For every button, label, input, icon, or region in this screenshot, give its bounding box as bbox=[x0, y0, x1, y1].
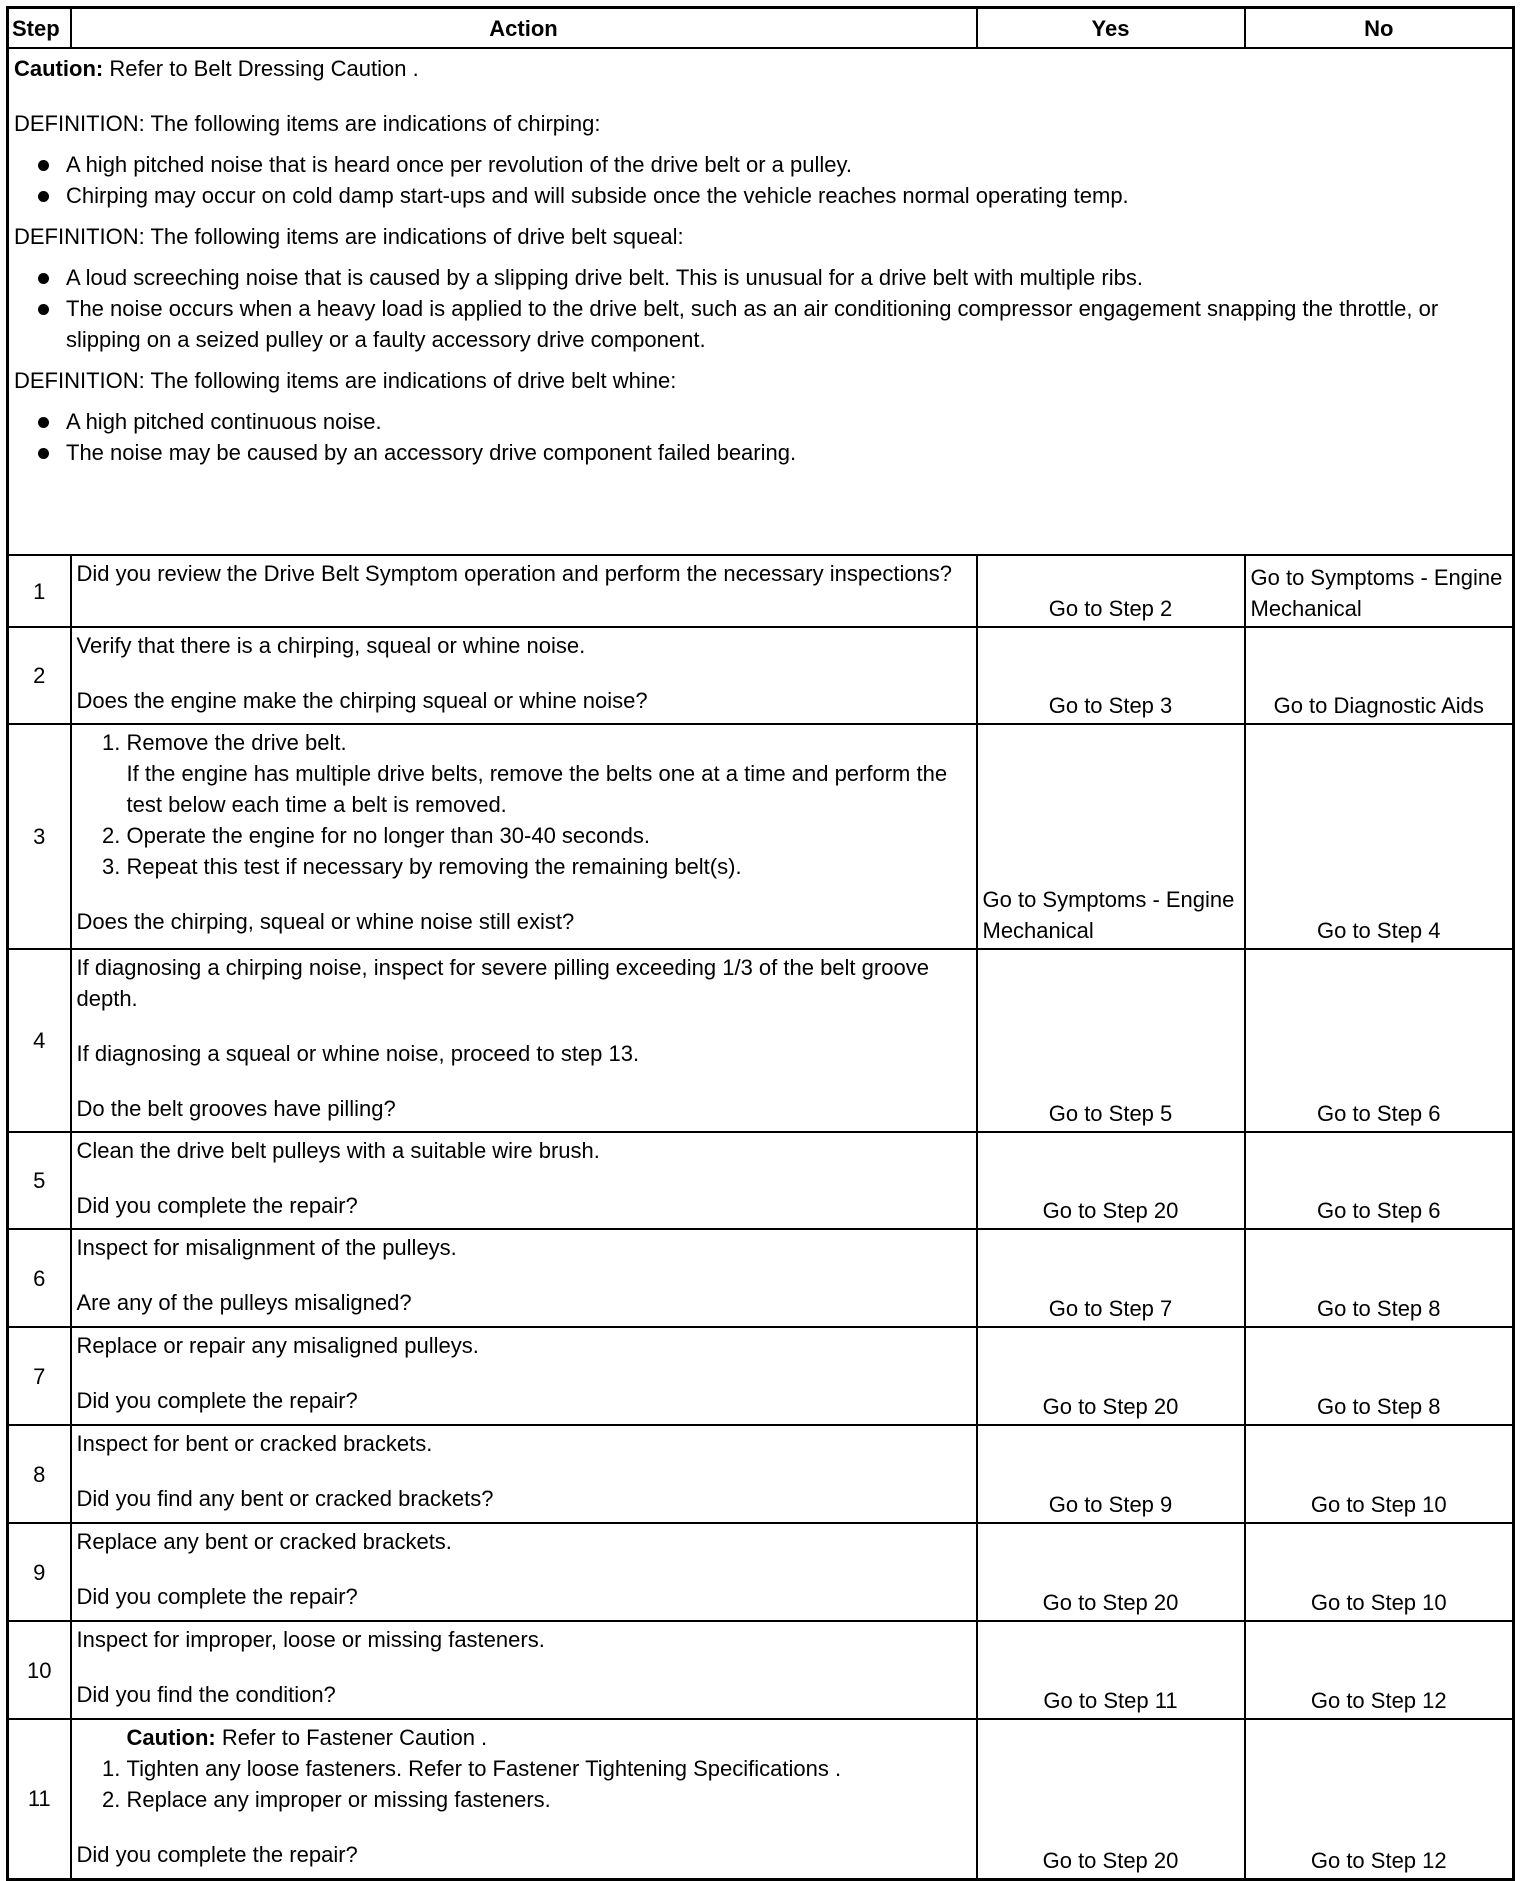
table-row bbox=[8, 1719, 1514, 1879]
header-no: No bbox=[1245, 8, 1514, 49]
header-action: Action bbox=[71, 8, 977, 49]
step-number: 2 bbox=[8, 627, 71, 724]
action-text: If diagnosing a squeal or whine noise, proceed to step 13. bbox=[76, 1041, 640, 1066]
action-cell bbox=[71, 949, 977, 1132]
step-number: 9 bbox=[8, 1523, 71, 1621]
action-cell bbox=[71, 1229, 977, 1327]
action-cell bbox=[71, 1621, 977, 1719]
no-result: Go to Step 8 bbox=[1245, 1229, 1514, 1327]
yes-result: Go to Step 9 bbox=[977, 1425, 1245, 1523]
no-result: Go to Step 10 bbox=[1245, 1523, 1514, 1621]
action-cell bbox=[71, 1523, 977, 1621]
action-text: Remove the drive belt. bbox=[126, 730, 347, 755]
list-item: A high pitched noise that is heard once per revolution of the drive belt or a pulley. bbox=[66, 149, 1507, 180]
action-cell bbox=[71, 1719, 977, 1879]
table-row bbox=[8, 1132, 1514, 1229]
action-question: Did you complete the repair? bbox=[76, 1842, 358, 1867]
action-question: Did you complete the repair? bbox=[76, 1584, 358, 1609]
no-result: Go to Step 8 bbox=[1245, 1327, 1514, 1425]
action-text: Inspect for bent or cracked brackets. bbox=[76, 1431, 433, 1456]
list-item: Chirping may occur on cold damp start-ups and will subside once the vehicle reaches normal operating temp. bbox=[66, 180, 1507, 211]
step-number: 8 bbox=[8, 1425, 71, 1523]
no-result: Go to Diagnostic Aids bbox=[1245, 627, 1514, 724]
action-cell bbox=[71, 1132, 977, 1229]
step-number: 10 bbox=[8, 1621, 71, 1719]
action-question: Did you find any bent or cracked brackets? bbox=[76, 1486, 494, 1511]
list-item: The noise may be caused by an accessory drive component failed bearing. bbox=[66, 437, 1507, 468]
action-text: Inspect for improper, loose or missing fasteners. bbox=[76, 1627, 545, 1652]
action-text: If diagnosing a chirping noise, inspect for severe pilling exceeding 1/3 of the belt groove depth. bbox=[76, 955, 929, 1011]
definition-squeal: DEFINITION: The following items are indications of drive belt squeal: bbox=[14, 224, 684, 249]
yes-result: Go to Symptoms - Engine Mechanical bbox=[977, 724, 1245, 949]
action-text: Did you review the Drive Belt Symptom operation and perform the necessary inspections? bbox=[76, 561, 953, 586]
yes-result: Go to Step 2 bbox=[977, 555, 1245, 627]
yes-result: Go to Step 11 bbox=[977, 1621, 1245, 1719]
yes-result: Go to Step 20 bbox=[977, 1719, 1245, 1879]
table-row bbox=[8, 724, 1514, 949]
no-result: Go to Step 6 bbox=[1245, 1132, 1514, 1229]
action-cell bbox=[71, 724, 977, 949]
step-number: 1 bbox=[8, 555, 71, 627]
yes-result: Go to Step 20 bbox=[977, 1523, 1245, 1621]
yes-result: Go to Step 20 bbox=[977, 1132, 1245, 1229]
no-result: Go to Step 12 bbox=[1245, 1621, 1514, 1719]
action-cell bbox=[71, 1327, 977, 1425]
list-item: 2. Replace any improper or missing fasteners. bbox=[127, 1784, 971, 1815]
action-subtext: If the engine has multiple drive belts, remove the belts one at a time and perform the test below each time a belt is removed. bbox=[126, 761, 948, 817]
caution-text: Refer to Fastener Caution . bbox=[215, 1725, 488, 1750]
list-item: A loud screeching noise that is caused by a slipping drive belt. This is unusual for a drive belt with multiple ribs. bbox=[66, 262, 1507, 293]
table-row bbox=[8, 1621, 1514, 1719]
step-number: 11 bbox=[8, 1719, 71, 1879]
header-step: Step bbox=[8, 8, 71, 49]
header-row bbox=[8, 8, 1514, 49]
definition-whine: DEFINITION: The following items are indications of drive belt whine: bbox=[14, 368, 677, 393]
yes-result: Go to Step 5 bbox=[977, 949, 1245, 1132]
table-row bbox=[8, 555, 1514, 627]
list-item bbox=[127, 727, 971, 820]
definition-chirping: DEFINITION: The following items are indications of chirping: bbox=[14, 111, 601, 136]
table-row bbox=[8, 949, 1514, 1132]
table-row bbox=[8, 1425, 1514, 1523]
no-result: Go to Step 4 bbox=[1245, 724, 1514, 949]
table-row bbox=[8, 1523, 1514, 1621]
yes-result: Go to Step 20 bbox=[977, 1327, 1245, 1425]
header-yes: Yes bbox=[977, 8, 1245, 49]
action-cell bbox=[71, 1425, 977, 1523]
action-text: Replace any bent or cracked brackets. bbox=[76, 1529, 452, 1554]
intro-row bbox=[8, 48, 1514, 555]
action-question: Are any of the pulleys misaligned? bbox=[76, 1290, 412, 1315]
action-question: Did you complete the repair? bbox=[76, 1193, 358, 1218]
step-number: 7 bbox=[8, 1327, 71, 1425]
action-question: Does the chirping, squeal or whine noise still exist? bbox=[76, 909, 575, 934]
caution-label: Caution: bbox=[126, 1725, 216, 1750]
step-number: 4 bbox=[8, 949, 71, 1132]
no-result: Go to Step 10 bbox=[1245, 1425, 1514, 1523]
action-cell bbox=[71, 555, 977, 627]
yes-result: Go to Step 3 bbox=[977, 627, 1245, 724]
yes-result: Go to Step 7 bbox=[977, 1229, 1245, 1327]
list-item: 1. Tighten any loose fasteners. Refer to Fastener Tightening Specifications . bbox=[127, 1753, 971, 1784]
action-question: Do the belt grooves have pilling? bbox=[76, 1096, 396, 1121]
action-question: Did you find the condition? bbox=[76, 1682, 336, 1707]
step-number: 3 bbox=[8, 724, 71, 949]
action-text: Inspect for misalignment of the pulleys. bbox=[76, 1235, 457, 1260]
action-text: Replace or repair any misaligned pulleys. bbox=[76, 1333, 479, 1358]
table-row bbox=[8, 1229, 1514, 1327]
table-row bbox=[8, 627, 1514, 724]
no-result: Go to Symptoms - Engine Mechanical bbox=[1245, 555, 1514, 627]
diagnostic-table bbox=[6, 6, 1515, 1881]
list-item: 2. Operate the engine for no longer than 30-40 seconds. bbox=[127, 820, 971, 851]
caution-text: Refer to Belt Dressing Caution . bbox=[103, 56, 419, 81]
action-text: Verify that there is a chirping, squeal or whine noise. bbox=[76, 633, 586, 658]
action-question: Does the engine make the chirping squeal or whine noise? bbox=[76, 688, 648, 713]
list-item: A high pitched continuous noise. bbox=[66, 406, 1507, 437]
intro-cell bbox=[8, 48, 1514, 555]
action-text: Clean the drive belt pulleys with a suitable wire brush. bbox=[76, 1138, 600, 1163]
no-result: Go to Step 12 bbox=[1245, 1719, 1514, 1879]
list-item: The noise occurs when a heavy load is applied to the drive belt, such as an air conditioning compressor engagement snapping the throttle, or slipping on a seized pulley or a faulty accessory drive component. bbox=[66, 293, 1507, 355]
step-number: 6 bbox=[8, 1229, 71, 1327]
no-result: Go to Step 6 bbox=[1245, 949, 1514, 1132]
table-row bbox=[8, 1327, 1514, 1425]
action-question: Did you complete the repair? bbox=[76, 1388, 358, 1413]
action-cell bbox=[71, 627, 977, 724]
step-number: 5 bbox=[8, 1132, 71, 1229]
list-item: 3. Repeat this test if necessary by removing the remaining belt(s). bbox=[127, 851, 971, 882]
caution-label: Caution: bbox=[14, 56, 104, 81]
